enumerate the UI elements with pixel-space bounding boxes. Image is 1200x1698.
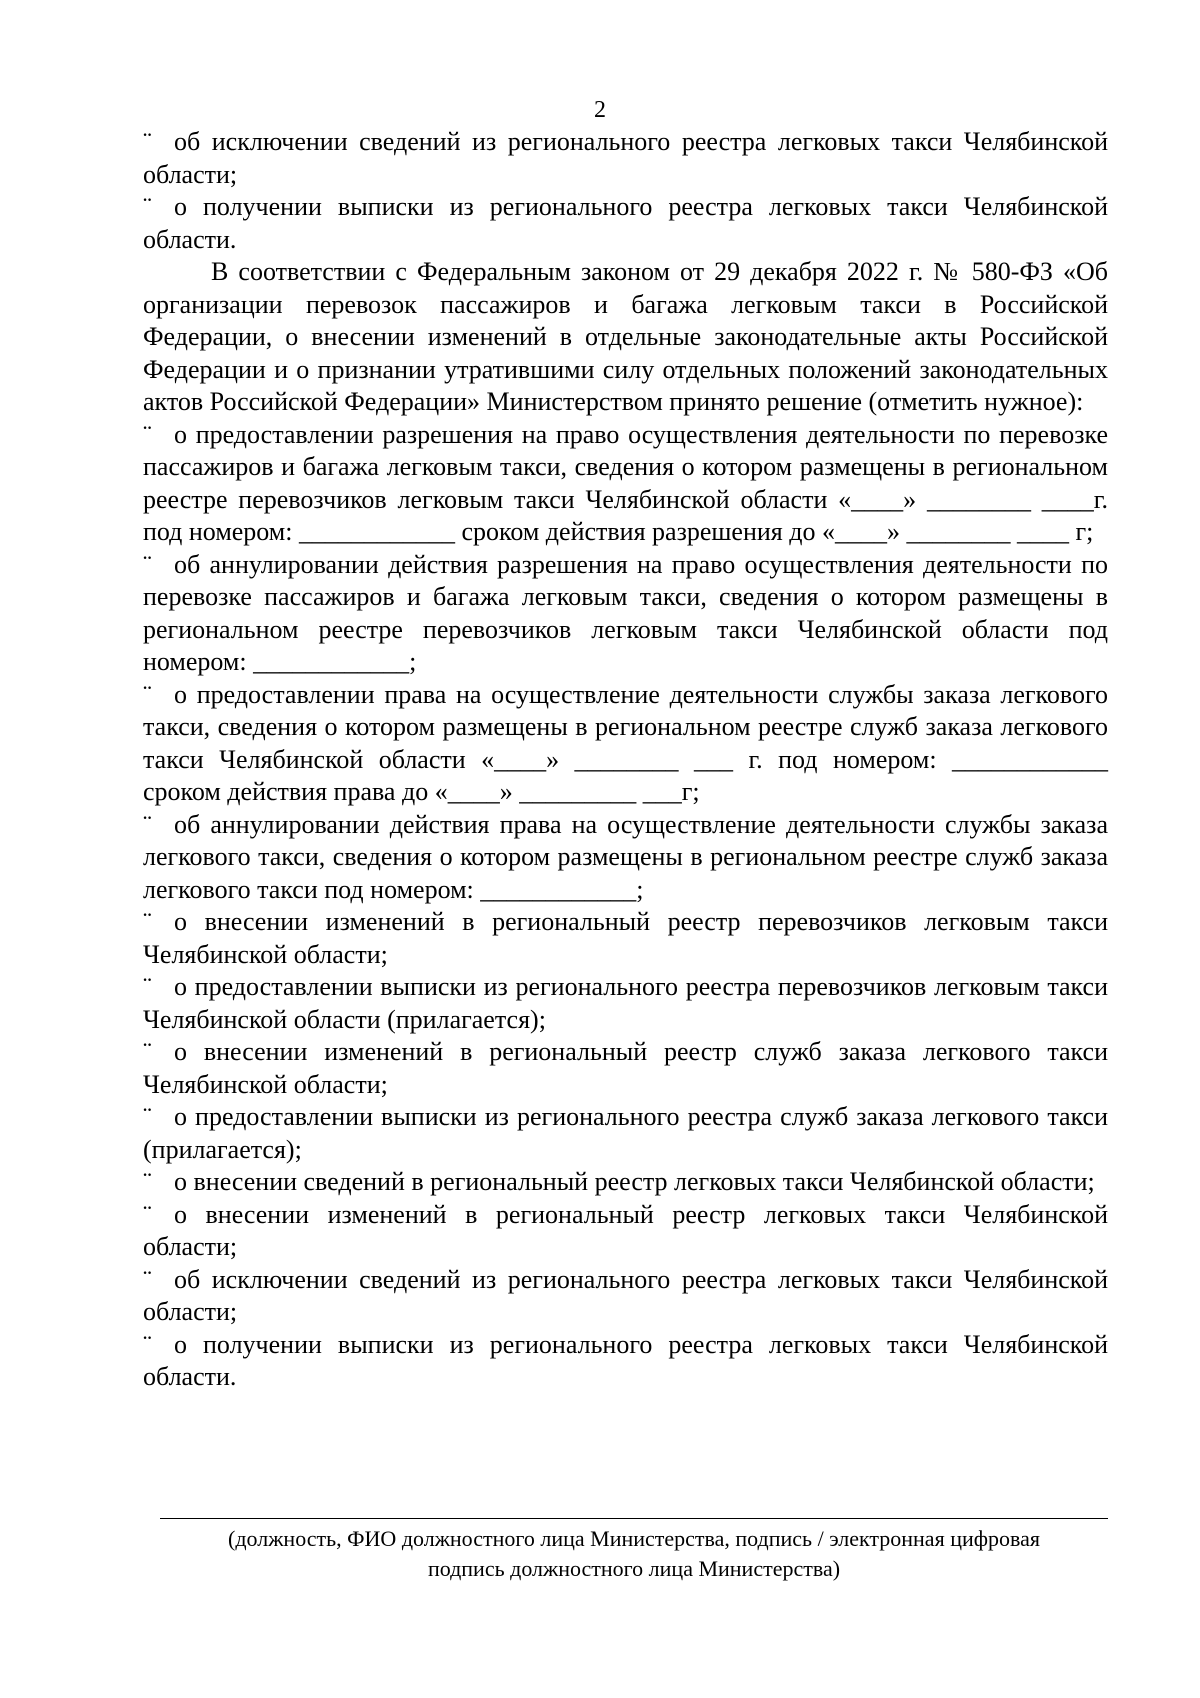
checkbox-item: [143, 679, 1108, 809]
checkbox-item: [143, 419, 1108, 549]
checkbox-bullet-icon: ¨: [143, 549, 152, 579]
checkbox-bullet-icon: ¨: [143, 192, 152, 221]
checkbox-item-text: о внесении изменений в региональный реестр легковых такси Челябинской области;: [143, 1199, 1108, 1261]
checkbox-bullet-icon: ¨: [143, 679, 152, 709]
checkbox-item: [143, 1264, 1108, 1329]
checkbox-bullet-icon: ¨: [143, 1199, 152, 1229]
checkbox-item-text: о предоставлении права на осуществление деятельности службы заказа легкового такси, сведения о котором размещены в региональном реестре служб заказа легкового такси Челябинской области «____» ________ ___ г. под номером: ____________ сроком действия права до «____» _________ ___г;: [143, 679, 1108, 806]
checkbox-item: [143, 1329, 1108, 1394]
checkbox-item: [143, 1101, 1108, 1166]
checkbox-bullet-icon: ¨: [143, 907, 152, 936]
checkbox-bullet-icon: ¨: [143, 127, 152, 156]
checkbox-item: [143, 971, 1108, 1036]
checkbox-item: [143, 1199, 1108, 1264]
checkbox-item-text: об исключении сведений из регионального реестра легковых такси Челябинской области;: [143, 1264, 1108, 1326]
checkbox-bullet-icon: ¨: [143, 1102, 152, 1131]
checkbox-item: [143, 906, 1108, 971]
signature-caption-line: подпись должностного лица Министерства): [427, 1556, 841, 1581]
checkbox-item: [143, 809, 1108, 907]
checkbox-item-text: об аннулировании действия права на осуществление деятельности службы заказа легкового такси, сведения о котором размещены в региональном реестре служб заказа легкового такси под номером: ____________;: [143, 809, 1108, 904]
checkbox-bullet-icon: ¨: [143, 972, 152, 1001]
decision-paragraph: В соответствии с Федеральным законом от 29 декабря 2022 г. № 580-ФЗ «Об организации перевозок пассажиров и багажа легковым такси в Российской Федерации, о внесении изменений в отдельные законодательные акты Российской Федерации и о признании утратившими силу отдельных положений законодательных актов Российской Федерации» Министерством принято решение (отметить нужное):: [143, 257, 1108, 416]
checkbox-item-text: о получении выписки из регионального реестра легковых такси Челябинской области.: [143, 192, 1108, 254]
checkbox-item: [143, 191, 1108, 256]
checkbox-bullet-icon: ¨: [143, 1264, 152, 1294]
checkbox-item-text: о внесении сведений в региональный реестр легковых такси Челябинской области;: [174, 1167, 1095, 1196]
checkbox-bullet-icon: ¨: [143, 1329, 152, 1359]
signature-line: [160, 1518, 1108, 1519]
checkbox-item-text: о предоставлении выписки из регионального реестра служб заказа легкового такси (прилагается);: [143, 1102, 1108, 1164]
checkbox-item: [143, 1036, 1108, 1101]
checkbox-item-text: о внесении изменений в региональный реестр перевозчиков легковым такси Челябинской области;: [143, 907, 1108, 969]
checkbox-bullet-icon: ¨: [143, 1037, 152, 1066]
checkbox-item: [143, 549, 1108, 679]
checkbox-bullet-icon: ¨: [143, 419, 152, 449]
checkbox-item: [143, 1166, 1108, 1199]
checkbox-item-text: об аннулировании действия разрешения на право осуществления деятельности по перевозке пассажиров и багажа легковым такси, сведения о котором размещены в региональном реестре перевозчиков легковым такси Челябинской области под номером: ____________;: [143, 549, 1108, 676]
checkbox-item-text: об исключении сведений из регионального реестра легковых такси Челябинской области;: [143, 127, 1108, 189]
checkbox-item-text: о предоставлении разрешения на право осуществления деятельности по перевозке пассажиров и багажа легковым такси, сведения о котором размещены в региональном реестре перевозчиков легковым такси Челябинской области «____» ________ ____г. под номером: ____________ сроком действия разрешения до «____» ________ ____ г;: [143, 419, 1108, 546]
checkbox-item-text: о внесении изменений в региональный реестр служб заказа легкового такси Челябинской области;: [143, 1037, 1108, 1099]
checkbox-bullet-icon: ¨: [143, 1167, 152, 1196]
document-body: [143, 126, 1108, 1394]
signature-caption: [160, 1524, 1108, 1584]
checkbox-item-text: о предоставлении выписки из регионального реестра перевозчиков легковым такси Челябинской области (прилагается);: [143, 972, 1108, 1034]
page-number: 2: [594, 97, 606, 123]
checkbox-item: [143, 126, 1108, 191]
signature-caption-line: (должность, ФИО должностного лица Министерства, подпись / электронная цифровая: [228, 1526, 1040, 1551]
checkbox-item-text: о получении выписки из регионального реестра легковых такси Челябинской области.: [143, 1329, 1108, 1391]
checkbox-bullet-icon: ¨: [143, 809, 152, 839]
